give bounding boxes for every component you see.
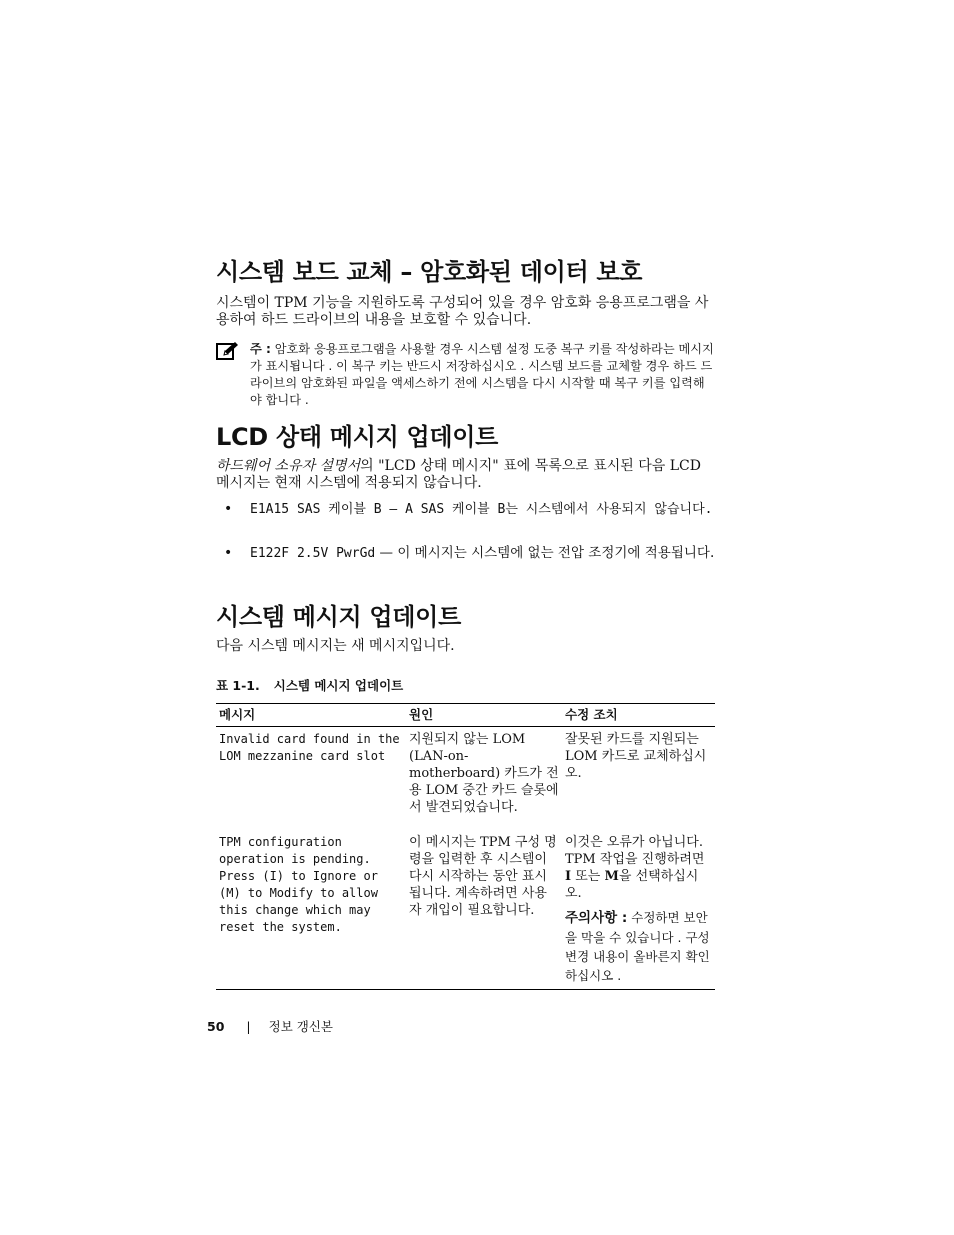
heading-2: LCD 상태 메시지 업데이트 <box>216 423 499 451</box>
lcd-message-list <box>216 500 716 563</box>
note-label: 주 : <box>250 342 271 356</box>
table-header-row <box>216 704 715 727</box>
action-text-part: 이것은 오류가 아닙니다. TPM 작업을 진행하려면 <box>565 835 705 867</box>
message-cell: TPM configuration operation is pending. Press (I) to Ignore or (M) to Modify to allow this change which may reset the system. <box>216 830 406 990</box>
system-messages-table <box>216 703 715 990</box>
table-number: 표 1-1. <box>216 678 260 693</box>
action-text-part: 을 선택하십시오. <box>565 869 699 901</box>
page-number: 50 <box>207 1019 225 1034</box>
paragraph: 다음 시스템 메시지는 새 메시지입니다. <box>216 638 455 654</box>
list-item <box>216 544 716 563</box>
note-body: 암호화 응용프로그램을 사용할 경우 시스템 설정 도중 복구 키를 작성하라는 메시지가 표시됩니다 . 이 복구 키는 반드시 저장하십시오 . 시스템 보드를 교체할 경우 하드 드라이브의 암호화된 파일을 액세스하기 전에 시스템을 다시 시작할 때 복구 키를 입력해야 합니다 . <box>250 342 714 407</box>
paragraph <box>216 458 716 492</box>
note-text <box>250 341 716 409</box>
caution-text: 수정하면 보안을 막을 수 있습니다 . 구성 변경 내용이 올바른지 확인하십시오 . <box>565 910 710 983</box>
section-body-system-messages <box>216 638 716 655</box>
table-caption <box>216 676 403 694</box>
paragraph: 시스템이 TPM 기능을 지원하도록 구성되어 있을 경우 암호화 응용프로그램을 사용하여 하드 드라이브의 내용을 보호할 수 있습니다. <box>216 295 709 328</box>
page-footer <box>207 1017 333 1035</box>
cause-cell: 지원되지 않는 LOM (LAN-on-motherboard) 카드가 전용 LOM 중간 카드 슬롯에서 발견되었습니다. <box>409 732 559 815</box>
section-body-system-board <box>216 295 716 329</box>
action-text-part: 또는 <box>571 869 605 884</box>
section-body-lcd <box>216 458 716 492</box>
bullet-icon: • <box>224 501 233 517</box>
lcd-message-code: E122F 2.5V PwrGd <box>250 546 376 561</box>
list-item <box>216 500 716 544</box>
table-row <box>216 727 715 831</box>
footer-title: 정보 갱신본 <box>268 1019 333 1034</box>
section-title-lcd <box>216 423 716 451</box>
header-message: 메시지 <box>216 704 406 727</box>
message-cell: Invalid card found in the LOM mezzanine card slot <box>219 732 400 763</box>
action-text <box>565 834 712 902</box>
caution-label: 주의사항 : <box>565 910 628 926</box>
table-caption-text: 시스템 메시지 업데이트 <box>273 678 404 693</box>
header-action: 수정 조치 <box>562 704 715 727</box>
caution-note <box>565 908 712 985</box>
key-i: I <box>565 869 572 884</box>
lcd-message-code: E1A15 SAS 케이블 B — A SAS 케이블 B는 시스템에서 사용되지 않습니다. <box>250 502 713 517</box>
key-m: M <box>604 869 619 884</box>
heading-1: 시스템 보드 교체 – 암호화된 데이터 보호 <box>216 258 643 286</box>
pencil-note-icon <box>216 341 240 361</box>
action-cell: 잘못된 카드를 지원되는 LOM 카드로 교체하십시오. <box>565 732 707 781</box>
manual-title: 하드웨어 소유자 설명서 <box>216 458 361 474</box>
section-title-system-messages <box>216 603 716 631</box>
header-cause: 원인 <box>406 704 562 727</box>
action-cell <box>562 830 715 990</box>
lcd-message-desc: — 이 메시지는 시스템에 없는 전압 조정기에 적용됩니다. <box>375 545 715 561</box>
section-title-system-board <box>216 258 716 286</box>
footer-separator: | <box>246 1019 251 1034</box>
table-row <box>216 830 715 990</box>
heading-3: 시스템 메시지 업데이트 <box>216 603 461 631</box>
bullet-icon: • <box>224 545 233 561</box>
paragraph-text: 의 "LCD 상태 메시지" 표에 목록으로 표시된 다음 LCD 메시지는 현재 시스템에 적용되지 않습니다. <box>216 458 701 491</box>
cause-cell: 이 메시지는 TPM 구성 명령을 입력한 후 시스템이 다시 시작하는 동안 표시됩니다. 계속하려면 사용자 개입이 필요합니다. <box>406 830 562 990</box>
